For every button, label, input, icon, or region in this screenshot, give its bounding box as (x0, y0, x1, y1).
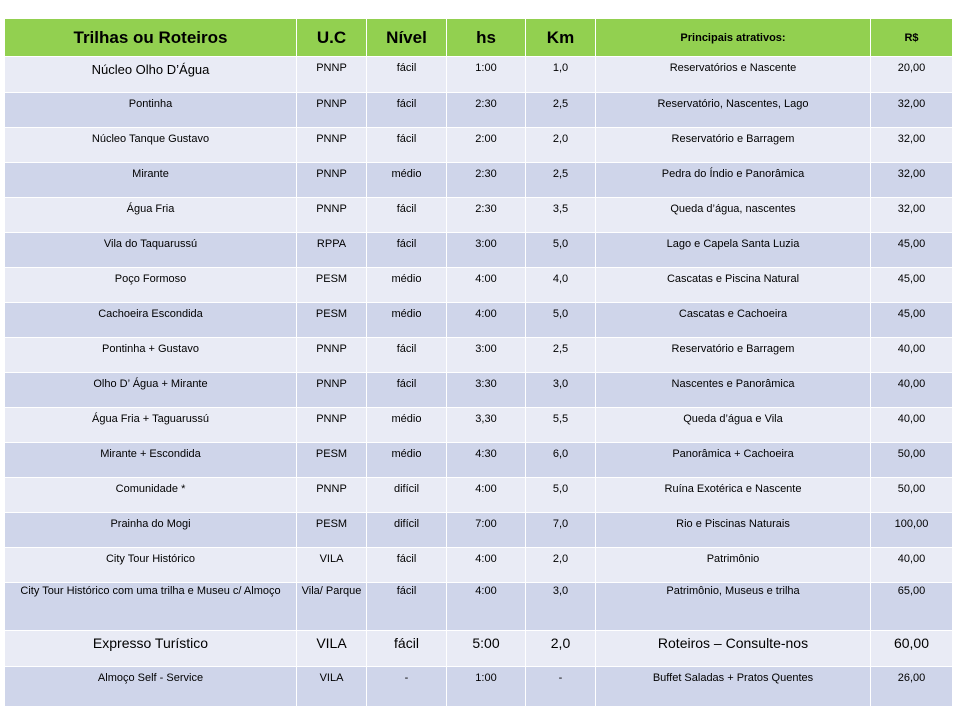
table-row (5, 233, 953, 268)
uc-cell: Vila/ Parque (297, 583, 367, 631)
table-row (5, 548, 953, 583)
table-row (5, 128, 953, 163)
header-row (5, 19, 953, 57)
attractions-cell: Reservatórios e Nascente (596, 57, 871, 93)
table-row (5, 478, 953, 513)
uc-cell: PNNP (297, 198, 367, 233)
level-cell: médio (367, 268, 447, 303)
uc-cell: PNNP (297, 163, 367, 198)
hours-cell: 4:00 (447, 303, 526, 338)
price-cell: 50,00 (871, 478, 953, 513)
trails-table (4, 18, 953, 707)
hours-cell: 3,30 (447, 408, 526, 443)
attractions-cell: Patrimônio (596, 548, 871, 583)
price-cell: 40,00 (871, 408, 953, 443)
trail-name: Poço Formoso (5, 268, 297, 303)
km-cell: 1,0 (526, 57, 596, 93)
trail-name: Água Fria (5, 198, 297, 233)
level-cell: - (367, 667, 447, 707)
table-row (5, 373, 953, 408)
km-cell: 5,5 (526, 408, 596, 443)
trail-name: City Tour Histórico (5, 548, 297, 583)
uc-cell: PNNP (297, 57, 367, 93)
attractions-cell: Cascatas e Cachoeira (596, 303, 871, 338)
level-cell: fácil (367, 128, 447, 163)
uc-cell: VILA (297, 631, 367, 667)
price-cell: 40,00 (871, 548, 953, 583)
trail-name: Mirante (5, 163, 297, 198)
price-cell: 26,00 (871, 667, 953, 707)
uc-cell: PESM (297, 513, 367, 548)
col-header-trail: Trilhas ou Roteiros (5, 19, 297, 57)
price-cell: 32,00 (871, 128, 953, 163)
trail-name: Almoço Self - Service (5, 667, 297, 707)
uc-cell: PNNP (297, 93, 367, 128)
km-cell: 3,5 (526, 198, 596, 233)
trail-name: Núcleo Tanque Gustavo (5, 128, 297, 163)
hours-cell: 4:00 (447, 548, 526, 583)
uc-cell: VILA (297, 548, 367, 583)
level-cell: médio (367, 408, 447, 443)
attractions-cell: Rio e Piscinas Naturais (596, 513, 871, 548)
price-cell: 45,00 (871, 233, 953, 268)
trail-name: Olho D’ Água + Mirante (5, 373, 297, 408)
attractions-cell: Lago e Capela Santa Luzia (596, 233, 871, 268)
col-header-uc: U.C (297, 19, 367, 57)
trail-name: Comunidade * (5, 478, 297, 513)
hours-cell: 3:00 (447, 233, 526, 268)
table-row (5, 443, 953, 478)
col-header-km: Km (526, 19, 596, 57)
price-cell: 32,00 (871, 163, 953, 198)
trail-name: Núcleo Olho D’Água (5, 57, 297, 93)
hours-cell: 2:30 (447, 163, 526, 198)
table-row (5, 57, 953, 93)
table-row (5, 408, 953, 443)
trail-name: Mirante + Escondida (5, 443, 297, 478)
hours-cell: 4:30 (447, 443, 526, 478)
km-cell: 3,0 (526, 373, 596, 408)
km-cell: 2,0 (526, 128, 596, 163)
table-row (5, 667, 953, 707)
table-row (5, 303, 953, 338)
hours-cell: 3:00 (447, 338, 526, 373)
attractions-cell: Reservatório e Barragem (596, 128, 871, 163)
price-cell: 45,00 (871, 268, 953, 303)
level-cell: fácil (367, 338, 447, 373)
level-cell: fácil (367, 198, 447, 233)
table-row (5, 513, 953, 548)
trail-name: Expresso Turístico (5, 631, 297, 667)
hours-cell: 2:30 (447, 93, 526, 128)
level-cell: fácil (367, 373, 447, 408)
table-row (5, 583, 953, 631)
table-row (5, 163, 953, 198)
trail-name: Prainha do Mogi (5, 513, 297, 548)
km-cell: 2,0 (526, 548, 596, 583)
table-row (5, 198, 953, 233)
level-cell: difícil (367, 513, 447, 548)
trail-name: Pontinha + Gustavo (5, 338, 297, 373)
col-header-attractions: Principais atrativos: (596, 19, 871, 57)
uc-cell: PNNP (297, 373, 367, 408)
price-cell: 50,00 (871, 443, 953, 478)
attractions-cell: Reservatório e Barragem (596, 338, 871, 373)
price-cell: 45,00 (871, 303, 953, 338)
price-cell: 65,00 (871, 583, 953, 631)
uc-cell: RPPA (297, 233, 367, 268)
hours-cell: 7:00 (447, 513, 526, 548)
attractions-cell: Patrimônio, Museus e trilha (596, 583, 871, 631)
level-cell: fácil (367, 233, 447, 268)
table-row (5, 338, 953, 373)
km-cell: 5,0 (526, 478, 596, 513)
km-cell: 2,5 (526, 93, 596, 128)
attractions-cell: Roteiros – Consulte-nos (596, 631, 871, 667)
level-cell: difícil (367, 478, 447, 513)
attractions-cell: Queda d’água e Vila (596, 408, 871, 443)
trail-name: Água Fria + Taguarussú (5, 408, 297, 443)
km-cell: 3,0 (526, 583, 596, 631)
hours-cell: 2:00 (447, 128, 526, 163)
attractions-cell: Nascentes e Panorâmica (596, 373, 871, 408)
level-cell: fácil (367, 57, 447, 93)
level-cell: fácil (367, 548, 447, 583)
km-cell: 5,0 (526, 233, 596, 268)
km-cell: 2,5 (526, 163, 596, 198)
attractions-cell: Buffet Saladas + Pratos Quentes (596, 667, 871, 707)
hours-cell: 2:30 (447, 198, 526, 233)
hours-cell: 1:00 (447, 57, 526, 93)
col-header-price: R$ (871, 19, 953, 57)
trail-name: Cachoeira Escondida (5, 303, 297, 338)
km-cell: 2,0 (526, 631, 596, 667)
hours-cell: 4:00 (447, 478, 526, 513)
price-cell: 100,00 (871, 513, 953, 548)
km-cell: 2,5 (526, 338, 596, 373)
hours-cell: 4:00 (447, 268, 526, 303)
uc-cell: PNNP (297, 478, 367, 513)
col-header-level: Nível (367, 19, 447, 57)
attractions-cell: Panorâmica + Cachoeira (596, 443, 871, 478)
price-cell: 20,00 (871, 57, 953, 93)
uc-cell: PNNP (297, 408, 367, 443)
hours-cell: 4:00 (447, 583, 526, 631)
uc-cell: PESM (297, 268, 367, 303)
table-row (5, 268, 953, 303)
price-cell: 40,00 (871, 373, 953, 408)
table-row (5, 93, 953, 128)
price-cell: 32,00 (871, 198, 953, 233)
hours-cell: 5:00 (447, 631, 526, 667)
attractions-cell: Pedra do Índio e Panorâmica (596, 163, 871, 198)
attractions-cell: Queda d’água, nascentes (596, 198, 871, 233)
attractions-cell: Reservatório, Nascentes, Lago (596, 93, 871, 128)
hours-cell: 1:00 (447, 667, 526, 707)
level-cell: médio (367, 163, 447, 198)
trail-name: Pontinha (5, 93, 297, 128)
uc-cell: VILA (297, 667, 367, 707)
level-cell: fácil (367, 631, 447, 667)
price-cell: 60,00 (871, 631, 953, 667)
attractions-cell: Ruína Exotérica e Nascente (596, 478, 871, 513)
uc-cell: PESM (297, 303, 367, 338)
trail-name: City Tour Histórico com uma trilha e Museu c/ Almoço (5, 583, 297, 631)
level-cell: médio (367, 303, 447, 338)
col-header-hours: hs (447, 19, 526, 57)
km-cell: 4,0 (526, 268, 596, 303)
attractions-cell: Cascatas e Piscina Natural (596, 268, 871, 303)
km-cell: 7,0 (526, 513, 596, 548)
hours-cell: 3:30 (447, 373, 526, 408)
km-cell: 6,0 (526, 443, 596, 478)
level-cell: fácil (367, 583, 447, 631)
km-cell: - (526, 667, 596, 707)
table-row (5, 631, 953, 667)
uc-cell: PNNP (297, 128, 367, 163)
uc-cell: PESM (297, 443, 367, 478)
km-cell: 5,0 (526, 303, 596, 338)
level-cell: fácil (367, 93, 447, 128)
price-cell: 32,00 (871, 93, 953, 128)
uc-cell: PNNP (297, 338, 367, 373)
level-cell: médio (367, 443, 447, 478)
price-cell: 40,00 (871, 338, 953, 373)
trail-name: Vila do Taquarussú (5, 233, 297, 268)
